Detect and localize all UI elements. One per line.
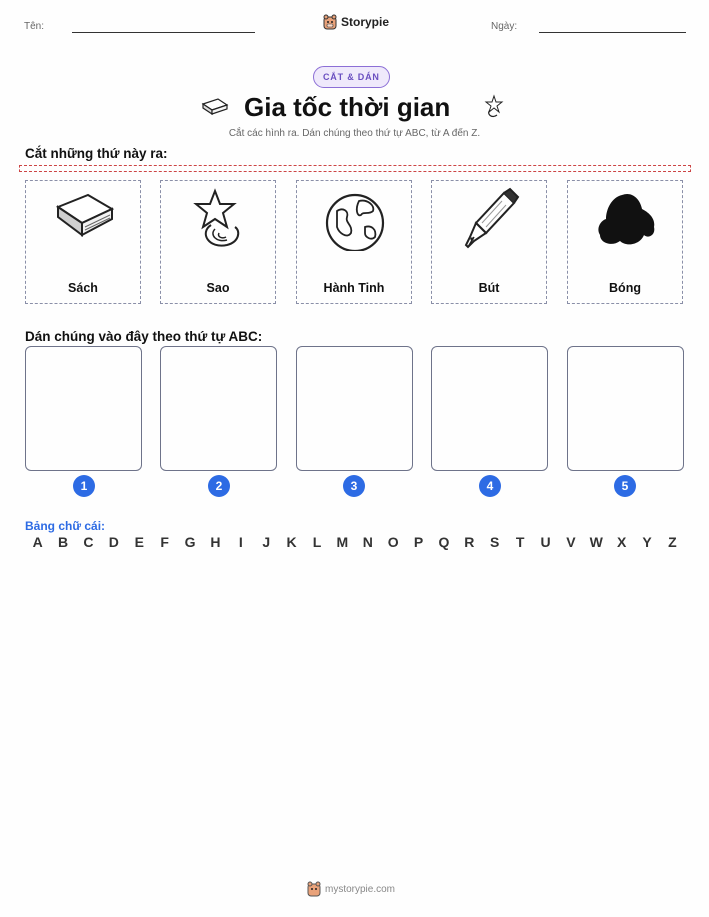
- alphabet-letter: Q: [438, 534, 450, 550]
- footer-url[interactable]: mystorypie.com: [325, 883, 396, 895]
- book-icon: [200, 96, 230, 118]
- book-icon: [54, 187, 116, 243]
- paste-slot-4[interactable]: [431, 346, 548, 471]
- alphabet-letter: C: [83, 534, 94, 550]
- alphabet-letter: H: [210, 534, 221, 550]
- brand-logo: [323, 14, 389, 30]
- slot-number-badge: 5: [614, 475, 636, 497]
- cutout-card-star[interactable]: [160, 180, 276, 304]
- activity-badge: CẮT & DÁN: [313, 66, 390, 88]
- paste-slot-5[interactable]: [567, 346, 684, 471]
- page-title: Gia tốc thời gian: [244, 92, 451, 122]
- paste-slot-1[interactable]: [25, 346, 142, 471]
- alphabet-letter: U: [540, 534, 551, 550]
- card-label: Sao: [206, 281, 230, 295]
- alphabet-letter: M: [336, 534, 349, 550]
- footer: [307, 881, 395, 897]
- cutout-card-planet[interactable]: [296, 180, 412, 304]
- fountain-pen-icon: [460, 187, 522, 251]
- card-label: Bóng: [609, 281, 641, 295]
- alphabet-letter: V: [566, 534, 576, 550]
- cut-section-heading: Cắt những thứ này ra:: [25, 146, 168, 161]
- date-line[interactable]: [539, 32, 686, 33]
- name-label: Tên:: [24, 21, 45, 32]
- card-label: Sách: [68, 281, 98, 295]
- shooting-star-icon: [189, 187, 251, 251]
- name-line[interactable]: [72, 32, 255, 33]
- brand-name: Storypie: [341, 15, 390, 29]
- alphabet-letter: X: [617, 534, 627, 550]
- alphabet-letter: R: [464, 534, 475, 550]
- alphabet-letter: G: [184, 534, 196, 550]
- card-label: Hành Tinh: [323, 281, 385, 295]
- alphabet-letter: B: [58, 534, 69, 550]
- cut-line: [19, 165, 691, 172]
- alphabet-letter: W: [589, 534, 603, 550]
- alphabet-letter: O: [387, 534, 399, 550]
- alphabet-heading: Bảng chữ cái:: [25, 519, 106, 533]
- slot-number-badge: 1: [73, 475, 95, 497]
- alphabet-letter: L: [312, 534, 322, 550]
- alphabet-letter: F: [160, 534, 169, 550]
- alphabet-letter: Y: [642, 534, 652, 550]
- alphabet-letter: J: [262, 534, 271, 550]
- alphabet-letter: D: [108, 534, 119, 550]
- cutout-card-book[interactable]: [25, 180, 141, 304]
- slot-number-badge: 3: [343, 475, 365, 497]
- alphabet-letter: Z: [668, 534, 677, 550]
- date-label: Ngày:: [491, 21, 518, 32]
- shadow-blob-icon: [596, 187, 658, 251]
- paste-section-heading: Dán chúng vào đây theo thứ tự ABC:: [25, 329, 263, 344]
- page-subtitle: Cắt các hình ra. Dán chúng theo thứ tự ABC, từ A đến Z.: [228, 128, 481, 139]
- alphabet-row: [25, 534, 685, 550]
- alphabet-letter: E: [134, 534, 144, 550]
- card-label: Bút: [478, 281, 500, 295]
- alphabet-letter: P: [413, 534, 424, 550]
- cutout-card-pen[interactable]: [431, 180, 547, 304]
- planet-icon: [325, 187, 387, 251]
- alphabet-letter: N: [362, 534, 373, 550]
- slot-number-badge: 2: [208, 475, 230, 497]
- storypie-mascot-icon: [323, 14, 337, 30]
- alphabet-letter: K: [286, 534, 297, 550]
- alphabet-letter: A: [32, 534, 43, 550]
- paste-slot-3[interactable]: [296, 346, 413, 471]
- alphabet-letter: I: [238, 534, 243, 550]
- cutout-card-shadow[interactable]: [567, 180, 683, 304]
- slot-number-badge: 4: [479, 475, 501, 497]
- shooting-star-icon: [482, 94, 506, 120]
- alphabet-letter: T: [515, 534, 525, 550]
- storypie-mascot-icon: [307, 881, 321, 897]
- paste-slot-2[interactable]: [160, 346, 277, 471]
- alphabet-letter: S: [490, 534, 500, 550]
